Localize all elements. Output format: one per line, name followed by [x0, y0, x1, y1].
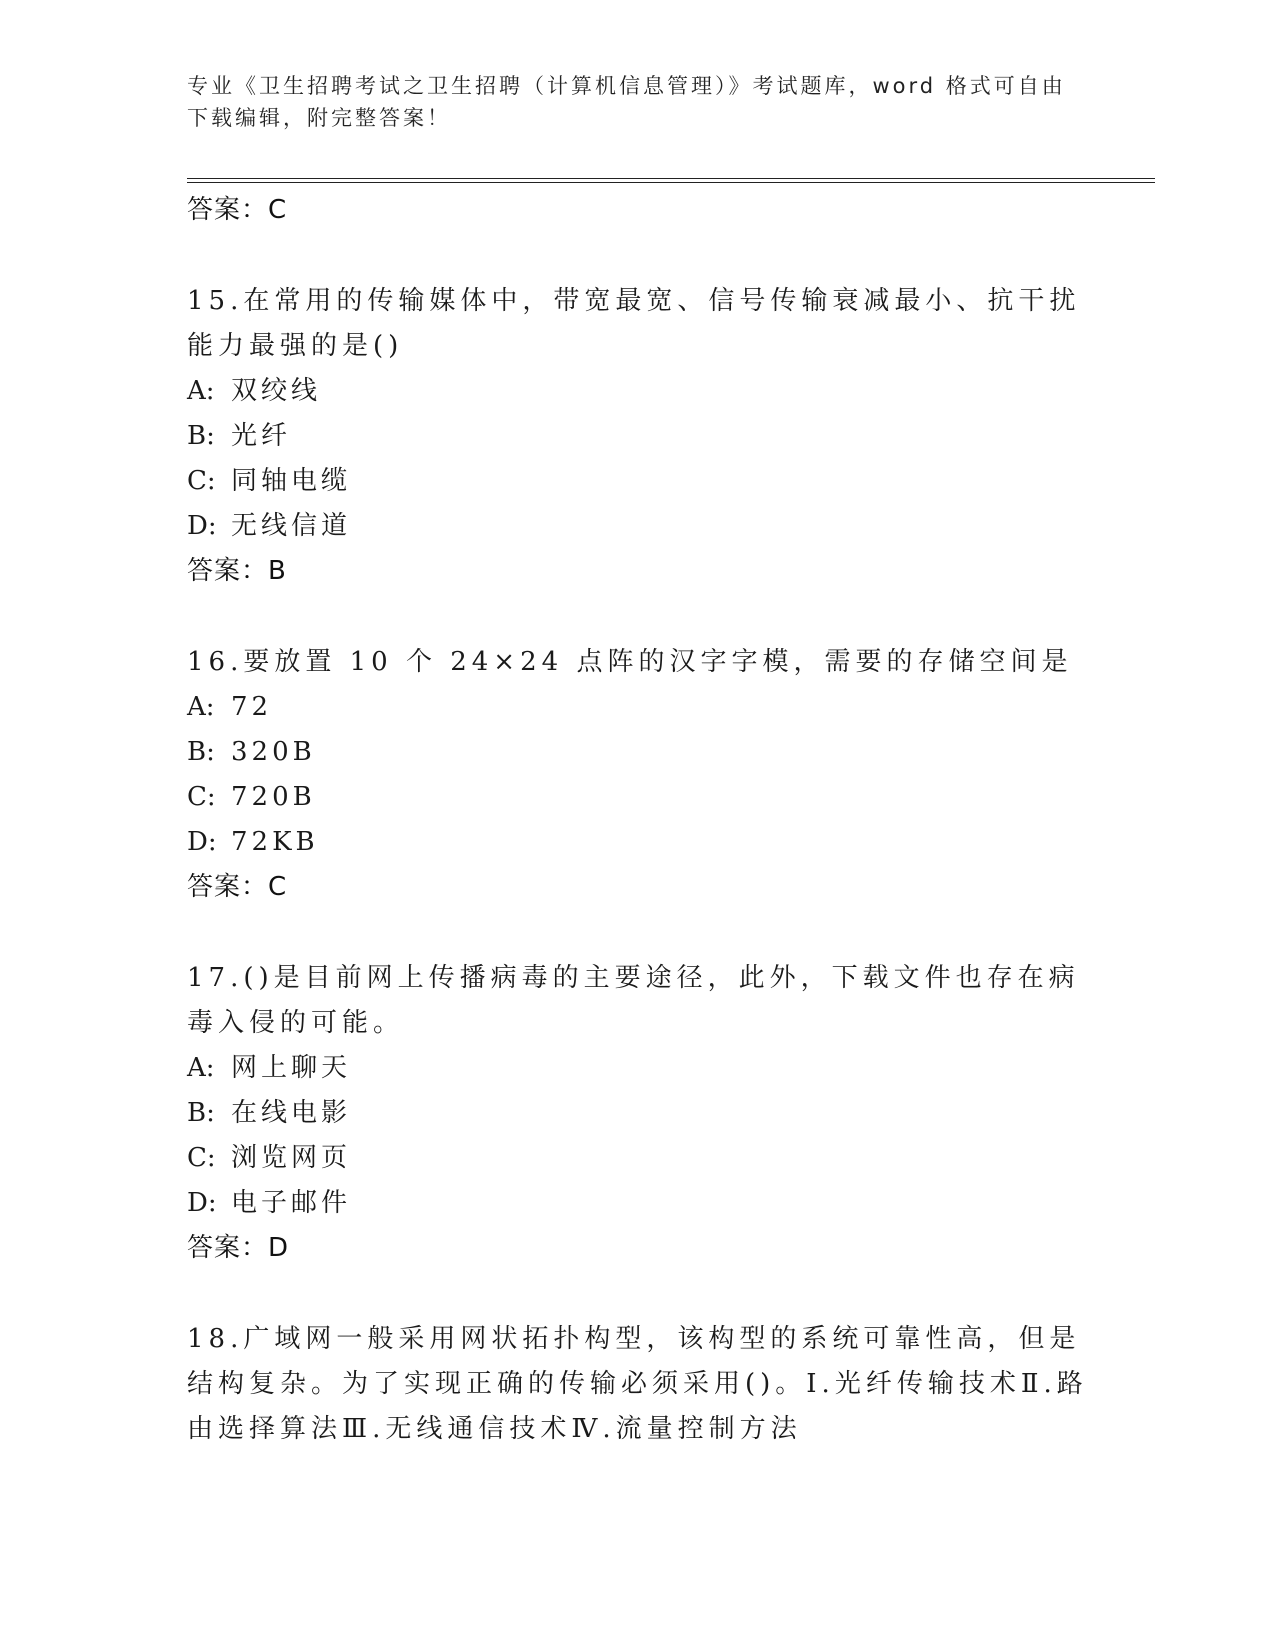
option-key: C:: [187, 1143, 216, 1173]
option-c: [187, 1136, 1107, 1181]
option-key: C:: [187, 466, 216, 496]
option-d: [187, 1181, 1107, 1226]
option-text: 双绞线: [231, 376, 322, 406]
question-18: [187, 1317, 1107, 1452]
document-header: 专业《卫生招聘考试之卫生招聘（计算机信息管理）》考试题库，word 格式可自由下载编辑，附完整答案！: [187, 74, 1066, 130]
option-a: [187, 685, 1107, 730]
option-text: 320B: [231, 737, 316, 767]
question-stem: 18.广域网一般采用网状拓扑构型，该构型的系统可靠性高，但是结构复杂。为了实现正确的传输必须采用()。Ⅰ.光纤传输技术Ⅱ.路由选择算法Ⅲ.无线通信技术Ⅳ.流量控制方法: [187, 1324, 1088, 1444]
option-key: A:: [187, 376, 215, 406]
option-text: 电子邮件: [231, 1188, 352, 1218]
header-divider: [187, 178, 1155, 183]
option-text: 同轴电缆: [231, 466, 352, 496]
question-stem: 16.要放置 10 个 24×24 点阵的汉字字模，需要的存储空间是: [187, 647, 1073, 677]
option-text: 网上聊天: [231, 1053, 352, 1083]
option-c: [187, 459, 1107, 504]
option-b: [187, 1091, 1107, 1136]
option-text: 720B: [231, 782, 316, 812]
option-key: B:: [187, 421, 215, 451]
document-body: [187, 188, 1107, 1452]
option-text: 在线电影: [231, 1098, 352, 1128]
answer: 答案：C: [187, 872, 288, 902]
option-b: [187, 730, 1107, 775]
question-stem: 15.在常用的传输媒体中，带宽最宽、信号传输衰减最小、抗干扰能力最强的是(): [187, 286, 1081, 361]
option-text: 72KB: [231, 827, 319, 857]
option-d: [187, 820, 1107, 865]
option-text: 无线信道: [231, 511, 352, 541]
option-key: D:: [187, 1188, 217, 1218]
question-16: [187, 640, 1107, 909]
option-a: [187, 1046, 1107, 1091]
option-c: [187, 775, 1107, 820]
question-stem: 17.()是目前网上传播病毒的主要途径，此外，下载文件也存在病毒入侵的可能。: [187, 963, 1080, 1038]
option-text: 浏览网页: [231, 1143, 352, 1173]
option-key: A:: [187, 1053, 215, 1083]
option-text: 光纤: [231, 421, 292, 451]
option-b: [187, 414, 1107, 459]
question-17: [187, 956, 1107, 1270]
option-key: D:: [187, 827, 217, 857]
option-text: 72: [231, 692, 273, 722]
option-key: B:: [187, 737, 215, 767]
answer: 答案：B: [187, 556, 287, 586]
option-key: C:: [187, 782, 216, 812]
question-15: [187, 279, 1107, 593]
option-key: B:: [187, 1098, 215, 1128]
option-d: [187, 504, 1107, 549]
option-key: D:: [187, 511, 217, 541]
previous-answer: 答案：C: [187, 195, 288, 225]
option-key: A:: [187, 692, 215, 722]
option-a: [187, 369, 1107, 414]
answer: 答案：D: [187, 1233, 290, 1263]
